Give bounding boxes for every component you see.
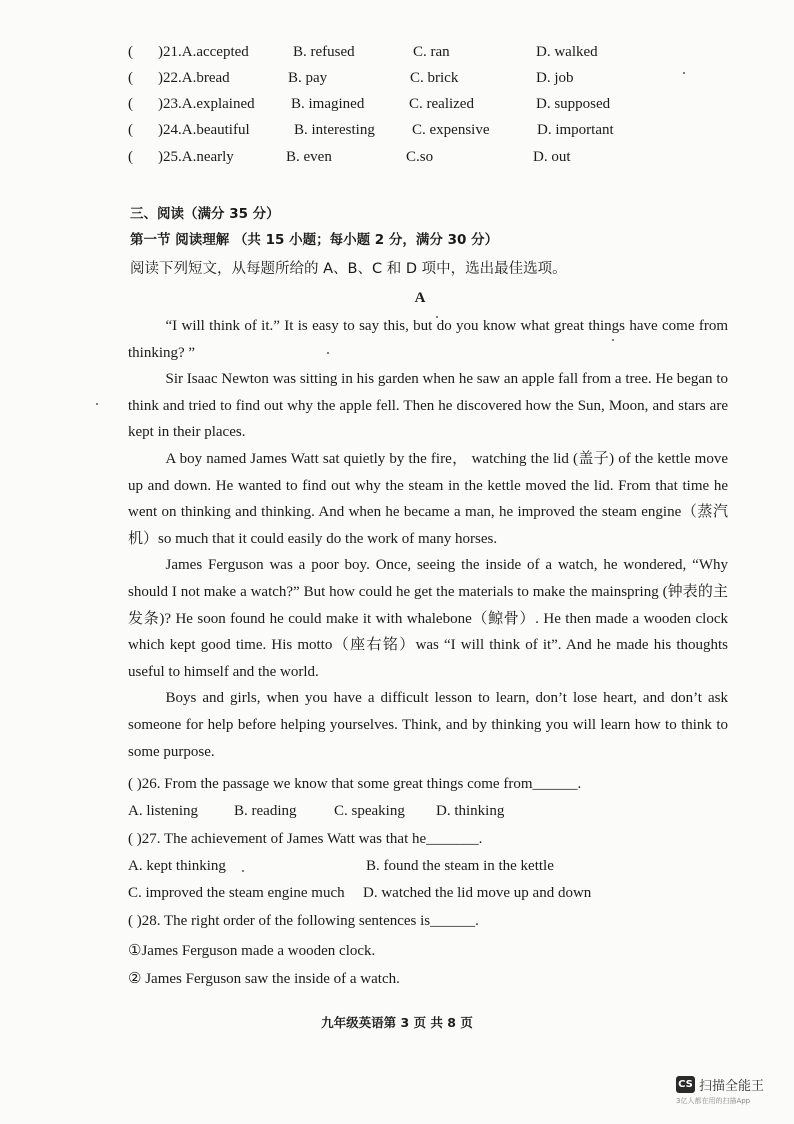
question-27-options-row1 bbox=[128, 858, 728, 880]
page-footer: 九年级英语第 3 页 共 8 页 bbox=[321, 1015, 473, 1030]
option-a: )25.A.nearly bbox=[158, 149, 234, 165]
option-d: D. job bbox=[536, 70, 574, 86]
question-26-options bbox=[128, 803, 728, 825]
section-title: 三、阅读（满分 35 分） bbox=[130, 206, 280, 222]
instruction-text: 阅读下列短文，从每题所给的 A、B、C 和 D 项中，选出最佳选项。 bbox=[130, 261, 567, 277]
scan-speck bbox=[96, 403, 98, 405]
option-d: D. thinking bbox=[436, 803, 505, 819]
option-d: D. supposed bbox=[536, 96, 611, 112]
question-28-stem: ( )28. The right order of the following sentences is______. bbox=[128, 913, 479, 929]
scan-speck bbox=[436, 316, 438, 318]
answer-paren: ( bbox=[128, 96, 133, 112]
passage-paragraph: Sir Isaac Newton was sitting in his garden when he saw an apple fall from a tree. He began to think and tried to find out why the apple fell. Then he discovered how the Sun, Moon, and stars are kept in their places. bbox=[128, 371, 728, 441]
passage-paragraph: Boys and girls, when you have a difficult lesson to learn, don’t lose heart, and don’t ask someone for help before helping yourselves. Think, and by thinking you will learn how to think to some purpose. bbox=[128, 690, 728, 760]
option-b: B. interesting bbox=[294, 122, 375, 138]
option-c: C. brick bbox=[410, 70, 459, 86]
option-d: D. walked bbox=[536, 44, 598, 60]
option-a: )21.A.accepted bbox=[158, 44, 249, 60]
answer-paren: ( bbox=[128, 70, 133, 86]
scan-speck bbox=[612, 339, 614, 341]
question-28-sentence-1: ①James Ferguson made a wooden clock. bbox=[128, 943, 376, 959]
option-a: )24.A.beautiful bbox=[158, 122, 250, 138]
watermark-brand: 扫描全能王 bbox=[699, 1079, 765, 1094]
question-27-stem: ( )27. The achievement of James Watt was that he_______. bbox=[128, 831, 483, 847]
passage-paragraph: “I will think of it.” It is easy to say this, but do you know what great things have come from thinking? ” bbox=[128, 318, 728, 361]
option-b: B. reading bbox=[234, 803, 297, 819]
answer-paren: ( bbox=[128, 44, 133, 60]
option-c: C.so bbox=[406, 149, 434, 165]
option-b: B. imagined bbox=[291, 96, 365, 112]
scan-speck bbox=[683, 72, 685, 74]
answer-paren: ( bbox=[128, 149, 133, 165]
option-c: C. realized bbox=[409, 96, 474, 112]
watermark-slogan: 3亿人都在用的扫描App bbox=[676, 1097, 751, 1105]
passage-paragraph: A boy named James Watt sat quietly by the fire， watching the lid (盖子) of the kettle move up and down. He wanted to find out why the steam in the kettle moved the lid. From that time he went on thinking and thinking. And when he became a man, he improved the steam engine（蒸汽机）so much that it could easily do the work of many horses. bbox=[128, 450, 728, 547]
option-c: C. speaking bbox=[334, 803, 405, 819]
option-b: B. pay bbox=[288, 70, 328, 86]
option-d: D. important bbox=[537, 122, 614, 138]
option-b: B. even bbox=[286, 149, 332, 165]
option-a: )23.A.explained bbox=[158, 96, 255, 112]
answer-paren: ( bbox=[128, 122, 133, 138]
option-c: C. expensive bbox=[412, 122, 490, 138]
option-a: A. kept thinking bbox=[128, 858, 226, 874]
passage-letter: A bbox=[414, 290, 426, 306]
question-28-sentence-2: ② James Ferguson saw the inside of a watch. bbox=[128, 971, 400, 987]
option-d: D. out bbox=[533, 149, 571, 165]
passage-paragraph: James Ferguson was a poor boy. Once, seeing the inside of a watch, he wondered, “Why should I not make a watch?” But how could he get the materials to make the mainspring (钟表的主发条)? He soon found he could make it with whalebone（鲸骨）. He then made a wooden clock which kept good time. His motto（座右铭）was “I will think of it”. And he made his thoughts useful to himself and the world. bbox=[128, 557, 728, 680]
scanner-watermark bbox=[676, 1074, 776, 1108]
question-27-options-row2 bbox=[128, 885, 728, 907]
option-a: )22.A.bread bbox=[158, 70, 230, 86]
option-c: C. improved the steam engine much bbox=[128, 885, 345, 901]
option-b: B. refused bbox=[293, 44, 355, 60]
reading-passage bbox=[128, 313, 728, 765]
subsection-title: 第一节 阅读理解 （共 15 小题；每小题 2 分，满分 30 分） bbox=[130, 232, 499, 248]
option-b: B. found the steam in the kettle bbox=[366, 858, 554, 874]
scan-speck bbox=[327, 352, 329, 354]
scan-speck bbox=[242, 870, 244, 872]
question-26-stem: ( )26. From the passage we know that some great things come from______. bbox=[128, 776, 582, 792]
option-a: A. listening bbox=[128, 803, 198, 819]
camscanner-logo-icon: CS bbox=[676, 1076, 695, 1093]
option-c: C. ran bbox=[413, 44, 450, 60]
option-d: D. watched the lid move up and down bbox=[363, 885, 592, 901]
